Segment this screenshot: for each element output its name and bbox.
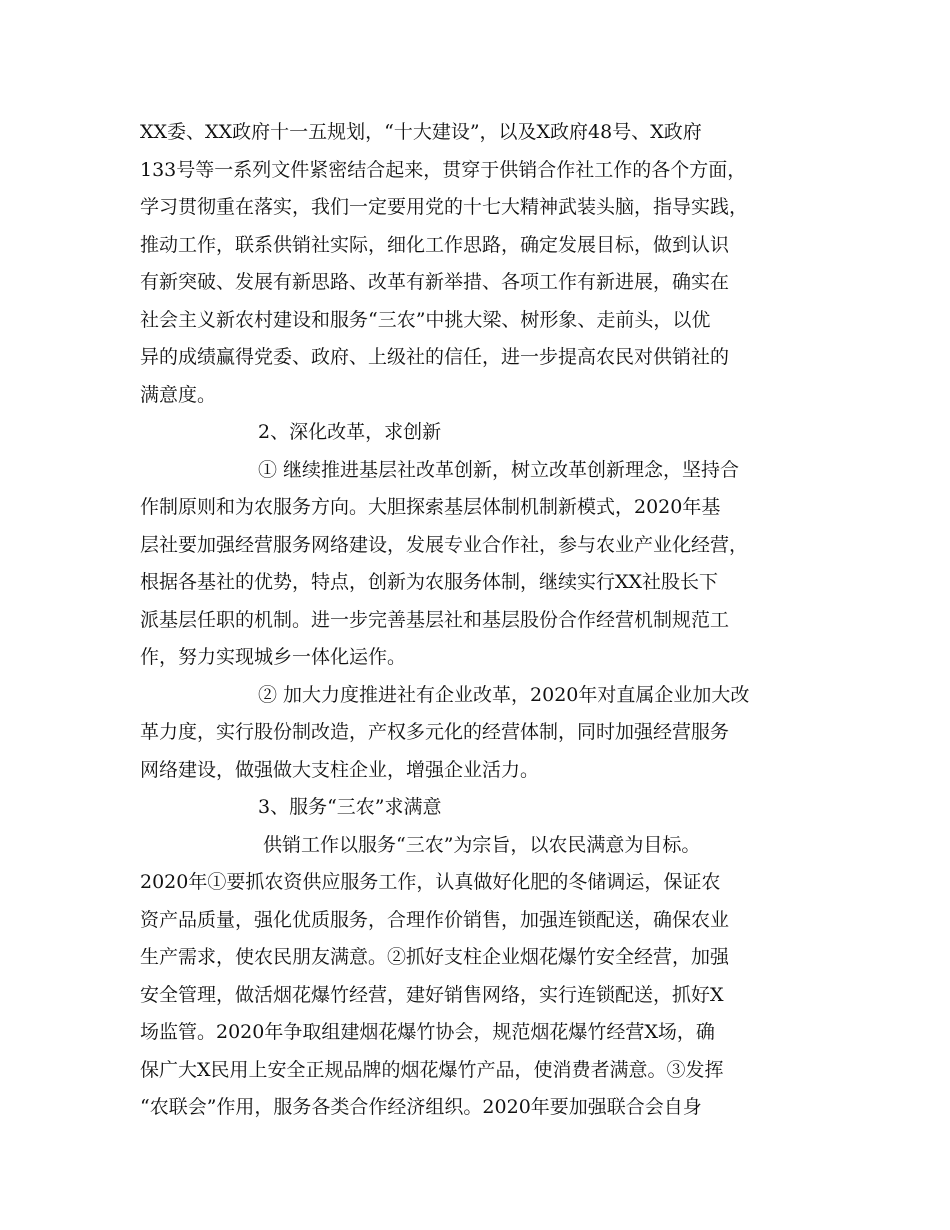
paragraph-line: 作制原则和为农服务方向。大胆探索基层体制机制新模式，2020年基: [140, 496, 721, 518]
paragraph-line: 学习贯彻重在落实，我们一定要用党的十七大精神武装头脑，指导实践，: [140, 196, 749, 218]
document-body: [140, 114, 830, 1127]
section-heading: 3、服务“三农”求满意: [258, 796, 442, 818]
paragraph-line: 网络建设，做强做大支柱企业，增强企业活力。: [140, 758, 540, 781]
paragraph-line: 生产需求，使农民朋友满意。②抓好支柱企业烟花爆竹安全经营，加强: [140, 946, 730, 968]
paragraph-line: “农联会”作用，服务各类合作经济组织。2020年要加强联合会自身: [140, 1096, 702, 1118]
paragraph-line: 资产品质量，强化优质服务，合理作价销售，加强连锁配送，确保农业: [140, 908, 730, 931]
paragraph-line: 作，努力实现城乡一体化运作。: [140, 646, 407, 668]
paragraph-line: 推动工作，联系供销社实际，细化工作思路，确定发展目标，做到认识: [140, 233, 730, 256]
paragraph-line: 133号等一系列文件紧密结合起来，贯穿于供销合作社工作的各个方面，: [140, 158, 747, 181]
section-heading: 2、深化改革，求创新: [258, 421, 442, 443]
paragraph-line: ② 加大力度推进社有企业改革，2020年对直属企业加大改: [258, 683, 750, 706]
paragraph-line: 革力度，实行股份制改造，产权多元化的经营体制，同时加强经营服务: [140, 721, 730, 743]
paragraph-line: 社会主义新农村建设和服务“三农”中挑大梁、树形象、走前头，以优: [140, 308, 711, 331]
paragraph-line: 2020年①要抓农资供应服务工作，认真做好化肥的冬储调运，保证农: [140, 871, 721, 893]
paragraph-line: 派基层任职的机制。进一步完善基层社和基层股份合作经营机制规范工: [140, 608, 730, 631]
paragraph-line: 保广大X民用上安全正规品牌的烟花爆竹产品，使消费者满意。③发挥: [140, 1058, 724, 1081]
paragraph-line: 异的成绩赢得党委、政府、上级社的信任，进一步提高农民对供销社的: [140, 346, 730, 368]
paragraph-line: XX委、XX政府十一五规划，“十大建设”，以及X政府48号、X政府: [140, 121, 702, 143]
paragraph-line: ① 继续推进基层社改革创新，树立改革创新理念，坚持合: [258, 458, 740, 481]
paragraph-line: 供销工作以服务“三农”为宗旨，以农民满意为目标。: [263, 833, 701, 856]
paragraph-line: 层社要加强经营服务网络建设，发展专业合作社，参与农业产业化经营，: [140, 533, 749, 556]
paragraph-line: 场监管。2020年争取组建烟花爆竹协会，规范烟花爆竹经营X场，确: [140, 1021, 715, 1043]
paragraph-line: 根据各基社的优势，特点，创新为农服务体制，继续实行XX社股长下: [140, 571, 719, 593]
paragraph-line: 满意度。: [140, 383, 217, 406]
paragraph-line: 有新突破、发展有新思路、改革有新举措、各项工作有新进展，确实在: [140, 271, 730, 293]
paragraph-line: 安全管理，做活烟花爆竹经营，建好销售网络，实行连锁配送，抓好X: [140, 983, 724, 1006]
